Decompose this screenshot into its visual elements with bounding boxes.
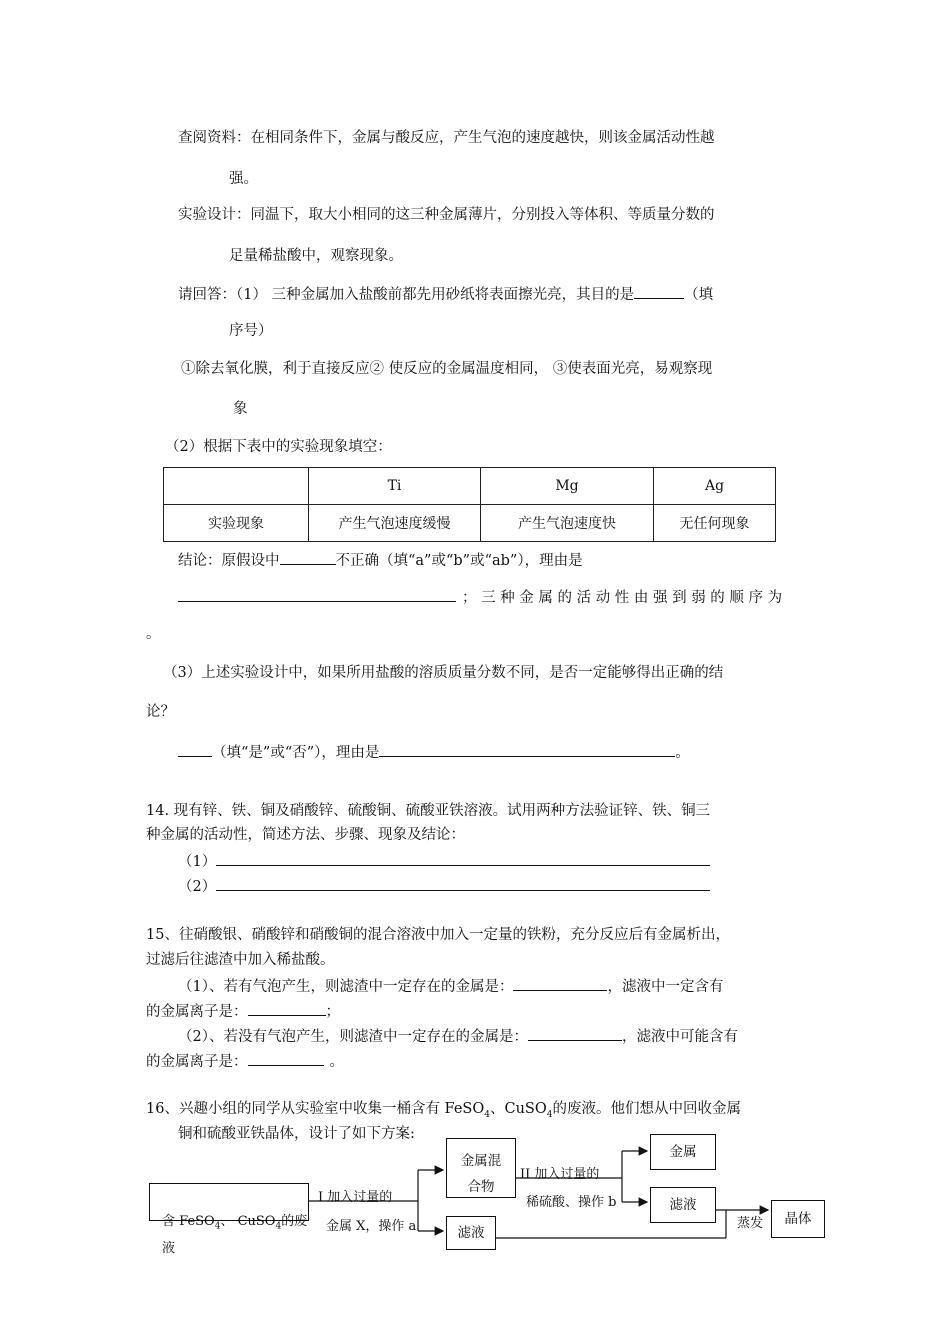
q16-text-end: 的废液。他们想从中回收金属 (552, 1101, 741, 1117)
q14-line-1: 14. 现有锌、铁、铜及硝酸锌、硫酸铜、硫酸亚铁溶液。试用两种方法验证锌、铁、铜三 (146, 803, 711, 819)
flow-metal-mixture-box (446, 1138, 516, 1198)
flow-step-1-bottom: 金属 X，操作 a (326, 1219, 417, 1234)
table-header-mg: Mg (481, 468, 654, 505)
table-row-label: 实验现象 (164, 505, 309, 542)
reference-line-1: 查阅资料：在相同条件下，金属与酸反应，产生气泡的速度越快，则该金属活动性越 (178, 130, 715, 146)
q16-text-mid: 、CuSO (489, 1101, 547, 1117)
q16-line-2: 铜和硫酸亚铁晶体，设计了如下方案: (178, 1126, 415, 1142)
flow-step-1-top: I 加入过量的 (318, 1190, 393, 1205)
flow-start-text-a: 含 FeSO (162, 1214, 215, 1229)
table-cell-ti: 产生气泡速度缓慢 (309, 505, 481, 542)
q15-part-1-suffix: ，滤液中一定含有 (607, 979, 724, 995)
question-3-end: 。 (675, 745, 690, 761)
flow-start-sub-1: 4 (214, 1221, 221, 1232)
q15-part-2-suffix: ，滤液中可能含有 (621, 1029, 738, 1045)
conclusion-text: 结论：原假设中 (178, 553, 280, 569)
question-3-line-2: 论？ (146, 704, 175, 720)
q15-part-1-text: （1）、若有气泡产生，则滤渣中一定存在的金属是： (178, 979, 514, 995)
conclusion-order-text: ；三种金属的活动性由强到弱的顺序为 (462, 590, 787, 606)
q15-part-2-text: （2）、若没有气泡产生，则滤渣中一定存在的金属是： (178, 1029, 528, 1045)
flow-start-label-2: 液 (162, 1241, 176, 1256)
flow-crystal-box: 晶体 (771, 1200, 825, 1238)
question-3-line-1: （3）上述实验设计中，如果所用盐酸的溶质质量分数不同，是否一定能够得出正确的结 (163, 665, 724, 681)
reference-line-2: 强。 (229, 171, 258, 187)
q16-text-a: 16、兴趣小组的同学从实验室中收集一桶含有 FeSO (146, 1101, 485, 1117)
q16-sub-1: 4 (484, 1109, 490, 1120)
q15-part-2-ions: 的金属离子是： (146, 1054, 248, 1070)
flow-start-text-b: 、 CuSO (220, 1214, 276, 1229)
flow-start-label (162, 1210, 307, 1232)
design-line-1: 实验设计：同温下，取大小相同的这三种金属薄片，分别投入等体积、等质量分数的 (178, 207, 715, 223)
table-cell-ag: 无任何现象 (654, 505, 776, 542)
flow-metal-mixture-label-1: 金属混 (460, 1153, 502, 1169)
flow-metal-mixture-label-2: 合物 (467, 1179, 495, 1195)
table-header-ti: Ti (309, 468, 481, 505)
options-line-2: 象 (233, 401, 248, 417)
q15-part-1-ions: 的金属离子是： (146, 1004, 248, 1020)
flow-step-2-bottom: 稀硫酸、操作 b (526, 1195, 617, 1210)
flow-metal-box: 金属 (650, 1134, 716, 1170)
q15-line-2: 过滤后往滤渣中加入稀盐酸。 (146, 952, 335, 968)
flow-evaporate-label: 蒸发 (737, 1216, 764, 1231)
table-header-ag: Ag (654, 468, 776, 505)
q14-item-2-label: （2） (178, 879, 217, 895)
q16-sub-2: 4 (546, 1109, 553, 1120)
question-3-mid: （填“是”或“否”），理由是 (212, 745, 380, 761)
flow-step-2-top: II 加入过量的 (520, 1167, 600, 1182)
flow-filtrate-1-box: 滤液 (446, 1216, 496, 1250)
question-1-suffix: （填 (684, 287, 714, 303)
conclusion-line-3: 。 (146, 626, 161, 642)
q14-item-1-label: （1） (178, 854, 217, 870)
question-2-prompt: （2）根据下表中的实验现象填空： (165, 439, 392, 455)
question-1-line-2: 序号） (229, 323, 273, 339)
options-line-1: ①除去氧化膜，利于直接反应② 使反应的金属温度相同， ③使表面光亮，易观察现 (181, 361, 713, 377)
q15-line-1: 15、往硝酸银、硝酸锌和硝酸铜的混合溶液中加入一定量的铁粉，充分反应后有金属析出， (146, 927, 730, 943)
flow-filtrate-2-box: 滤液 (650, 1187, 716, 1223)
table-cell-mg: 产生气泡速度快 (481, 505, 654, 542)
flow-start-text-c: 的废 (281, 1214, 308, 1229)
flow-start-sub-2: 4 (275, 1221, 282, 1232)
question-1-text: 请回答：（1） 三种金属加入盐酸前都先用砂纸将表面擦光亮，其目的是 (178, 287, 635, 303)
q14-line-2: 种金属的活动性，简述方法、步骤、现象及结论： (146, 827, 465, 843)
q15-part-2-end: 。 (329, 1054, 344, 1070)
conclusion-text-end: 不正确（填“a”或“b”或“ab”），理由是 (335, 553, 583, 569)
q15-part-1-end: ； (325, 1004, 340, 1020)
design-line-2: 足量稀盐酸中，观察现象。 (229, 248, 403, 264)
